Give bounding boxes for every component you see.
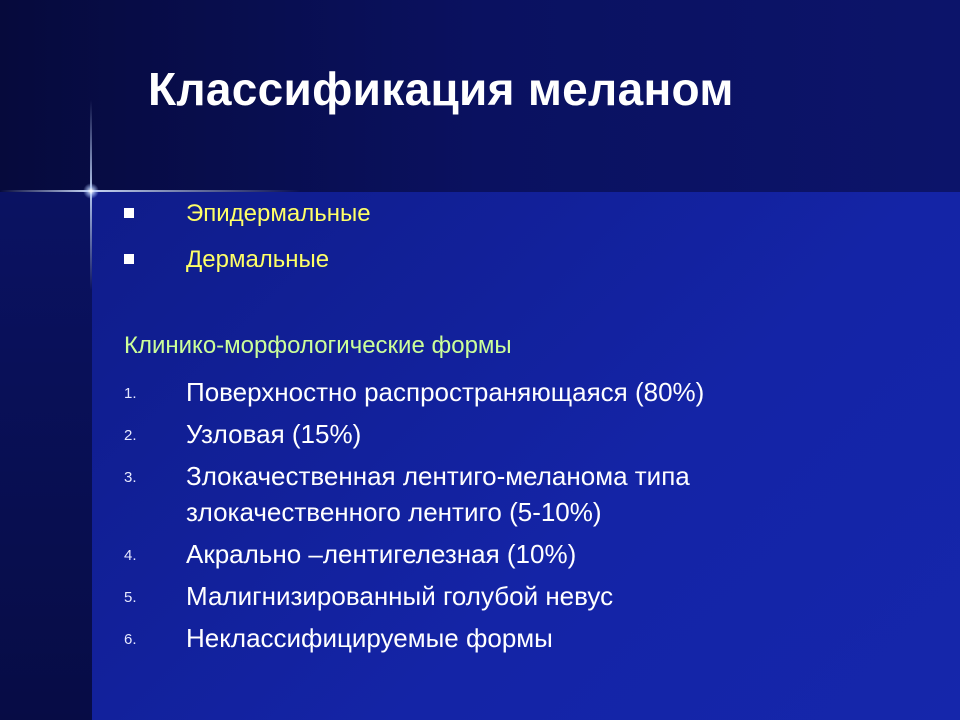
list-number: 1.	[124, 385, 137, 402]
list-text: Узловая (15%)	[186, 419, 362, 449]
list-text: Неклассифицируемые формы	[186, 623, 553, 653]
glint-horizontal	[0, 190, 300, 192]
glint-sparkle-icon	[83, 183, 99, 199]
list-number: 2.	[124, 427, 137, 444]
list-item	[124, 374, 884, 410]
bullet-label: Эпидермальные	[186, 200, 371, 227]
list-number: 4.	[124, 547, 137, 564]
list-item	[124, 458, 884, 530]
list-number: 3.	[124, 469, 137, 486]
list-item	[124, 416, 884, 452]
list-item	[124, 578, 884, 614]
square-bullet-icon	[124, 208, 134, 218]
forms-subheading: Клинико-морфологические формы	[124, 332, 512, 359]
slide-title: Классификация меланом	[148, 63, 734, 115]
list-item	[124, 536, 884, 572]
forms-list	[124, 374, 884, 662]
list-text: Акрально –лентигелезная (10%)	[186, 539, 577, 569]
left-strip	[0, 192, 92, 720]
list-number: 5.	[124, 589, 137, 606]
list-text: Злокачественная лентиго-меланома типа злокачественного лентиго (5-10%)	[186, 461, 690, 527]
list-text: Малигнизированный голубой невус	[186, 581, 614, 611]
list-text: Поверхностно распространяющаяся (80%)	[186, 377, 705, 407]
bullet-label: Дермальные	[186, 246, 330, 273]
list-number: 6.	[124, 631, 137, 648]
list-item	[124, 620, 884, 656]
square-bullet-icon	[124, 254, 134, 264]
